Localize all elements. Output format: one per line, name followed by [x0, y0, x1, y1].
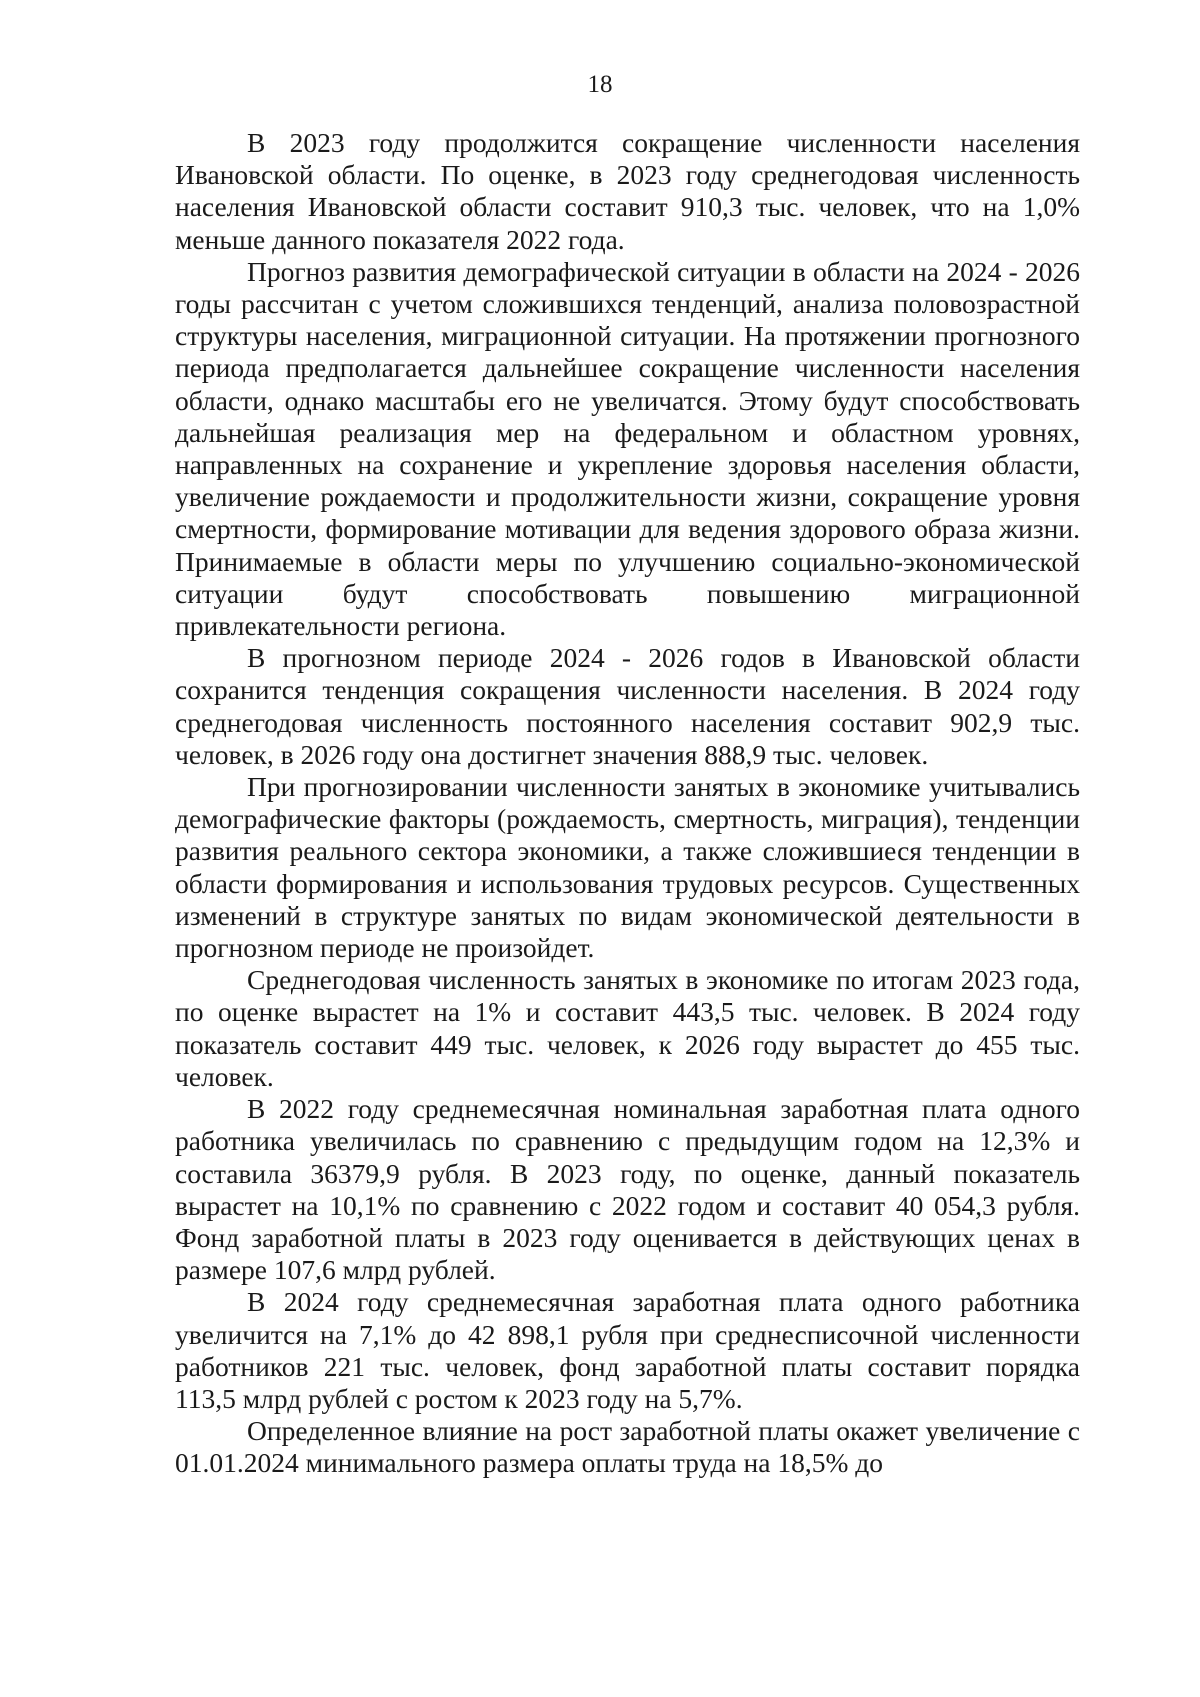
paragraph-wages-2024: В 2024 году среднемесячная заработная плата одного работника увеличится на 7,1% до 42 898,1 рубля при среднесписочной численности работников 221 тыс. человек, фонд заработной платы составит порядка 113,5 млрд рублей с ростом к 2023 году на 5,7%.	[175, 1286, 1080, 1414]
document-body	[175, 127, 1080, 1480]
paragraph-employment-factors: При прогнозировании численности занятых в экономике учитывались демографические факторы (рождаемость, смертность, миграция), тенденции развития реального сектора экономики, а также сложившиеся тенденции в области формирования и использования трудовых ресурсов. Существенных изменений в структуре занятых по видам экономической деятельности в прогнозном периоде не произойдет.	[175, 771, 1080, 964]
page-number: 18	[587, 71, 613, 98]
paragraph-population-2023: В 2023 году продолжится сокращение численности населения Ивановской области. По оценке, в 2023 году среднегодовая численность населения Ивановской области составит 910,3 тыс. человек, что на 1,0% меньше данного показателя 2022 года.	[175, 127, 1080, 255]
paragraph-wages-2022-2023: В 2022 году среднемесячная номинальная заработная плата одного работника увеличилась по сравнению с предыдущим годом на 12,3% и составила 36379,9 рубля. В 2023 году, по оценке, данный показатель вырастет на 10,1% по сравнению с 2022 годом и составит 40 054,3 рубля. Фонд заработной платы в 2023 году оценивается в действующих ценах в размере 107,6 млрд рублей.	[175, 1093, 1080, 1286]
paragraph-minimum-wage: Определенное влияние на рост заработной платы окажет увеличение с 01.01.2024 минимального размера оплаты труда на 18,5% до	[175, 1415, 1080, 1479]
paragraph-demographic-forecast: Прогноз развития демографической ситуации в области на 2024 - 2026 годы рассчитан с учетом сложившихся тенденций, анализа половозрастной структуры населения, миграционной ситуации. На протяжении прогнозного периода предполагается дальнейшее сокращение численности населения области, однако масштабы его не увеличатся. Этому будут способствовать дальнейшая реализация мер на федеральном и областном уровнях, направленных на сохранение и укрепление здоровья населения области, увеличение рождаемости и продолжительности жизни, сокращение уровня смертности, формирование мотивации для ведения здорового образа жизни. Принимаемые в области меры по улучшению социально-экономической ситуации будут способствовать повышению миграционной привлекательности региона.	[175, 255, 1080, 642]
paragraph-employment-numbers: Среднегодовая численность занятых в экономике по итогам 2023 года, по оценке вырастет на 1% и составит 443,5 тыс. человек. В 2024 году показатель составит 449 тыс. человек, к 2026 году вырастет до 455 тыс. человек.	[175, 964, 1080, 1092]
paragraph-population-forecast-period: В прогнозном периоде 2024 - 2026 годов в Ивановской области сохранится тенденция сокращения численности населения. В 2024 году среднегодовая численность постоянного населения составит 902,9 тыс. человек, в 2026 году она достигнет значения 888,9 тыс. человек.	[175, 642, 1080, 770]
